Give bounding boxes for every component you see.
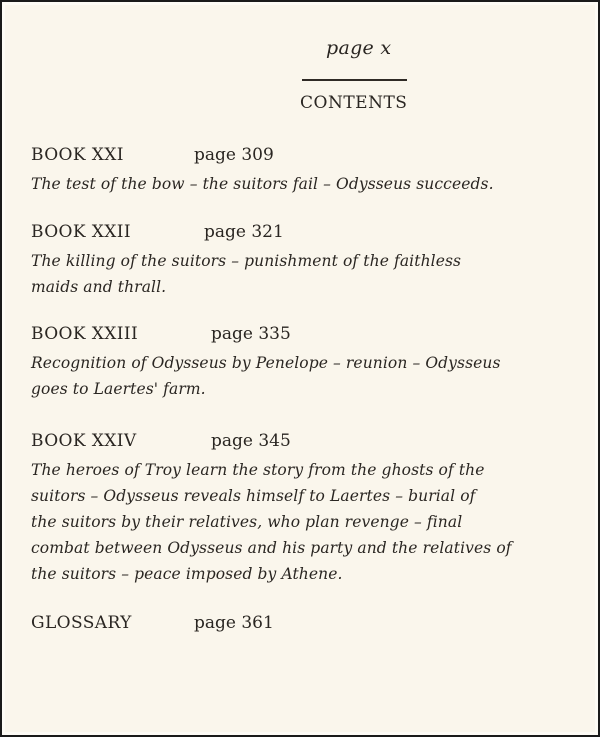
toc-entry-description	[31, 457, 561, 587]
book-page	[5, 5, 595, 732]
toc-entry-page: page 345	[211, 431, 291, 451]
description-line: The heroes of Troy learn the story from the ghosts of the	[31, 461, 485, 479]
toc-entry-head	[31, 145, 561, 171]
toc-entry-label: BOOK XXI	[31, 145, 124, 165]
description-line: the suitors by their relatives, who plan revenge – final	[31, 513, 463, 531]
toc-entry-glossary	[31, 613, 561, 639]
running-head: page x	[326, 37, 392, 59]
toc-entry-label: BOOK XXIII	[31, 324, 139, 344]
description-line: the suitors – peace imposed by Athene.	[31, 565, 343, 583]
description-line: suitors – Odysseus reveals himself to Laertes – burial of	[31, 487, 476, 505]
contents-title: CONTENTS	[300, 93, 408, 113]
toc-entry-page: page 321	[204, 222, 284, 242]
toc-entry-page: page 335	[211, 324, 291, 344]
toc-entry-book-xxi	[31, 145, 561, 197]
description-line: The test of the bow – the suitors fail – Odysseus succeeds.	[31, 175, 494, 193]
description-line: Recognition of Odysseus by Penelope – reunion – Odysseus	[31, 354, 501, 372]
header-rule	[302, 79, 407, 81]
toc-entry-book-xxiv	[31, 431, 561, 587]
toc-entry-label: BOOK XXII	[31, 222, 132, 242]
toc-entry-head	[31, 431, 561, 457]
toc-entry-description	[31, 171, 561, 197]
toc-entry-description	[31, 350, 561, 402]
description-line: combat between Odysseus and his party and the relatives of	[31, 539, 512, 557]
description-line: goes to Laertes' farm.	[31, 380, 206, 398]
description-line: The killing of the suitors – punishment of the faithless	[31, 252, 462, 270]
toc-entry-head	[31, 324, 561, 350]
toc-entry-book-xxii	[31, 222, 561, 300]
toc-entry-page: page 361	[194, 613, 274, 633]
toc-entry-description	[31, 248, 561, 300]
toc-entry-page: page 309	[194, 145, 274, 165]
toc-entry-book-xxiii	[31, 324, 561, 402]
toc-entry-label: BOOK XXIV	[31, 431, 137, 451]
toc-entry-head	[31, 613, 561, 639]
toc-entry-label: GLOSSARY	[31, 613, 132, 633]
toc-entry-head	[31, 222, 561, 248]
description-line: maids and thrall.	[31, 278, 167, 296]
